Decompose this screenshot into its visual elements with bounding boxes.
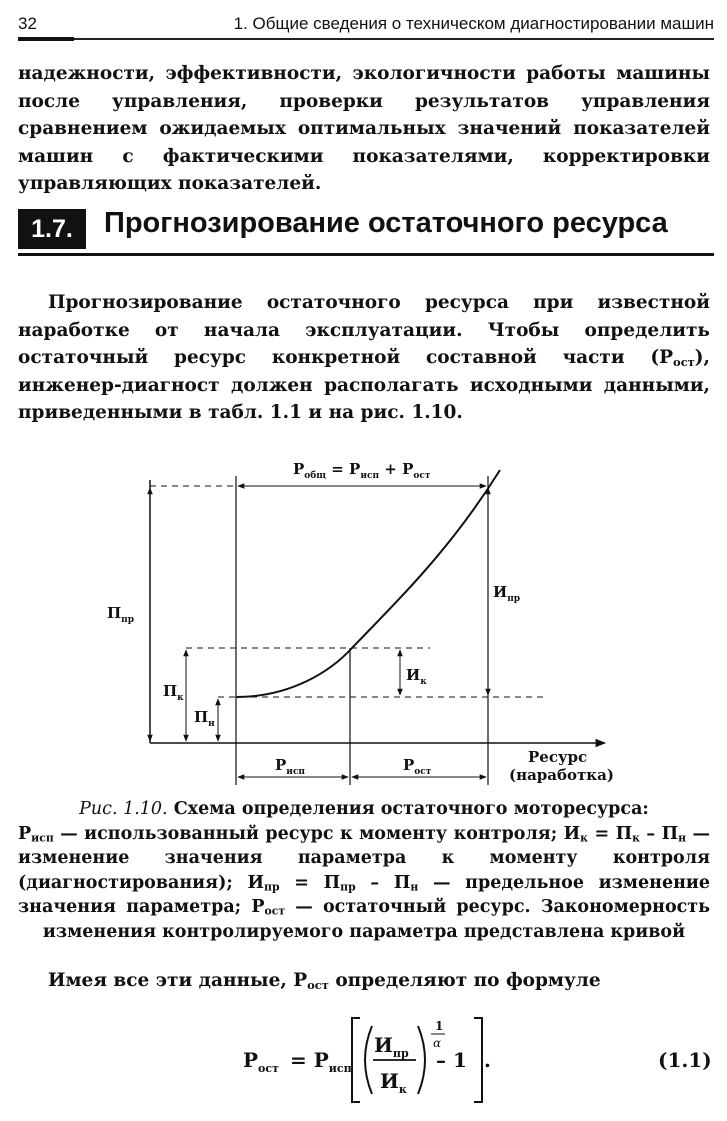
- figure-1-10: [0, 440, 727, 790]
- header-rule: [18, 38, 714, 40]
- pk-label: $П_к$: [163, 682, 184, 703]
- ppr-label: $П_{пр}$: [107, 604, 135, 625]
- left-square-bracket: [352, 1018, 360, 1102]
- formula-eq: = $Р_{исп}$: [290, 1048, 352, 1075]
- formula-denominator: $И_к$: [380, 1069, 407, 1096]
- formula-numerator: $И_{пр}$: [374, 1033, 409, 1060]
- ipr-label: $И_{пр}$: [493, 583, 521, 604]
- paragraph-3: Имея все эти данные, $Р_{ост}$ определяют по формуле: [48, 970, 601, 992]
- risp-label: $Р_{исп}$: [275, 756, 306, 777]
- right-square-bracket: [474, 1018, 482, 1102]
- section-rule: [18, 253, 714, 256]
- figure-caption: Рис. 1.10. Схема определения остаточного моторесурса: $Р_{исп}$ — использованный ресурс к моменту контроля; $И_к = П_к - П_н$ — изменение значения параметра к моменту контроля (диагностирования); $И_{пр} = П_{пр} - П_н$ — предельное изменение значения параметра; $Р_{ост}$ — остаточный ресурс. Закономерность изменения контролируемого параметра представлена кривой: [18, 799, 711, 942]
- paragraph-2-text-b: ), инженер-диагност должен располагать исходными данными, приведенными в табл. 1.1 и на рис. 1.10.: [18, 347, 710, 423]
- page-header: [18, 12, 714, 36]
- page-number: 32: [18, 14, 37, 33]
- formula-number: (1.1): [658, 1048, 712, 1072]
- paragraph-2-text-a: Чтобы определить остаточный ресурс конкретной составной части (Р: [18, 319, 710, 368]
- pn-label: $П_н$: [194, 708, 215, 729]
- paragraph-2-lead: Прогнозирование остаточного ресурса при известной наработке от начала эксплуатации.: [18, 292, 710, 341]
- caption-label: Рис. 1.10.: [79, 799, 168, 819]
- running-title: 1. Общие сведения о техническом диагностировании машин: [233, 14, 714, 33]
- formula-minus-one: – 1: [436, 1048, 467, 1072]
- x-axis-label-1: Ресурс: [528, 748, 588, 766]
- section-title: Прогнозирование остаточного ресурса: [104, 207, 668, 239]
- ik-label: $И_к$: [406, 666, 427, 687]
- right-paren: [418, 1026, 425, 1094]
- formula-1-1: [0, 1010, 727, 1110]
- section-number: 1.7.: [18, 209, 86, 249]
- formula-end: .: [484, 1048, 491, 1072]
- caption-title: Схема определения остаточного моторесурса:: [167, 799, 649, 819]
- paragraph-2-sub: ост: [673, 354, 695, 369]
- paragraph-2: [18, 289, 710, 427]
- paragraph-1: надежности, эффективности, экологичности работы машины после управления, проверки результатов управления сравнением ожидаемых оптимальных значений показателей машин с фактическими показателями, корректировки управляющих показателей.: [18, 63, 710, 194]
- top-dimension-label: $Р_{общ} = Р_{исп} + Р_{ост}$: [293, 460, 431, 481]
- section-heading: [18, 205, 714, 255]
- header-rule-accent: [18, 37, 74, 41]
- exponent-denominator: α: [433, 1036, 442, 1050]
- formula-lhs: $Р_{ост}$: [243, 1048, 279, 1075]
- left-paren: [365, 1026, 372, 1094]
- rost-label: $Р_{ост}$: [403, 756, 432, 777]
- x-axis-label-2: (наработка): [509, 766, 614, 784]
- parameter-curve: [236, 470, 500, 697]
- exponent-numerator: 1: [435, 1019, 444, 1033]
